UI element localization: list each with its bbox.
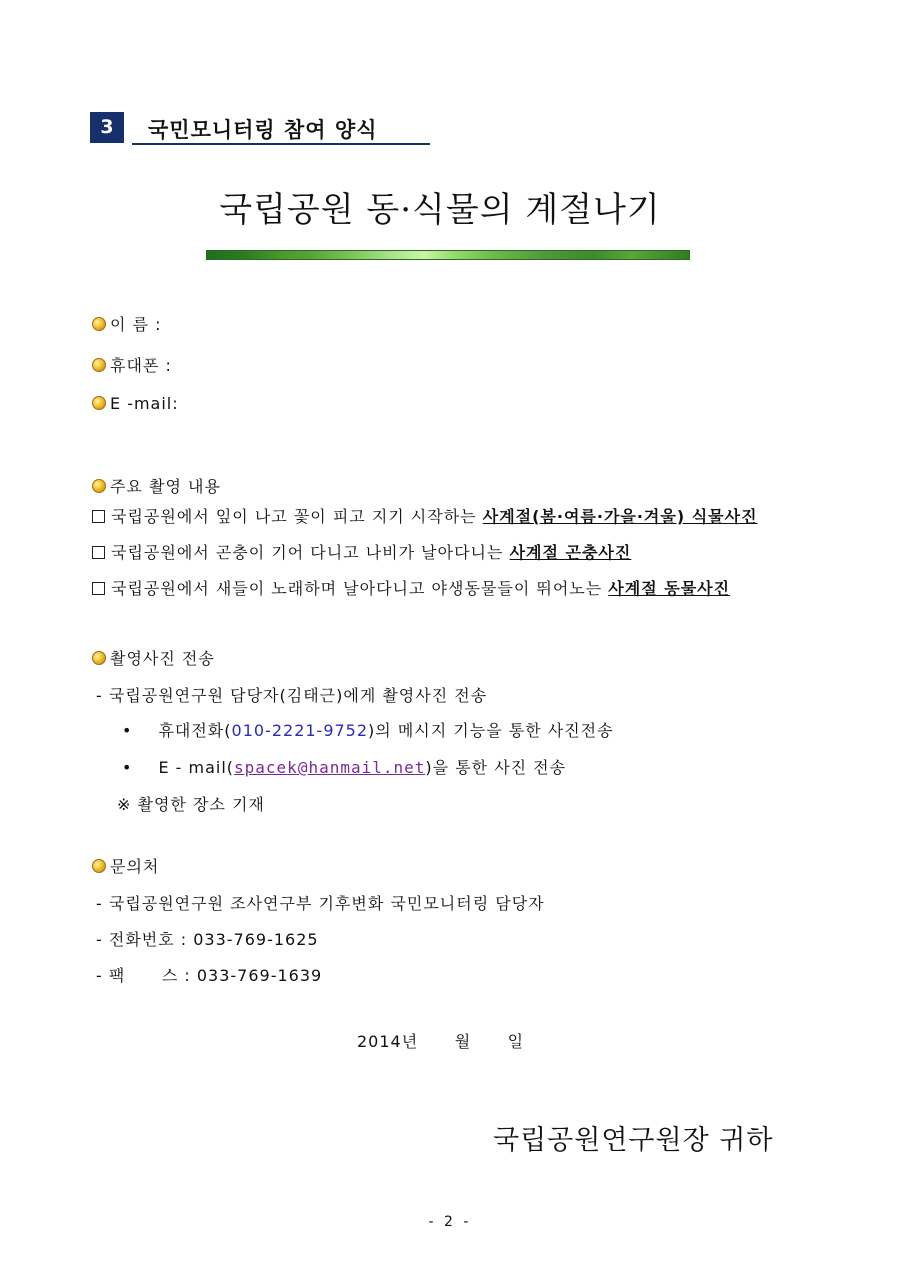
transfer-heading-label: 촬영사진 전송	[110, 649, 215, 668]
title-decorative-bar	[206, 250, 690, 260]
shooting-item-emphasis: 사계절 곤충사진	[509, 543, 632, 562]
email-suffix: )을 통한 사진 전송	[425, 758, 567, 777]
date-line: 2014년 월 일	[357, 1032, 525, 1051]
checkbox-icon	[92, 582, 105, 595]
name-field	[92, 312, 161, 335]
bullet-dot: •	[122, 758, 133, 777]
bullet-icon	[92, 396, 106, 410]
phone-field	[92, 353, 172, 376]
phone-label: 휴대폰 :	[110, 356, 172, 375]
signature: 국립공원연구원장 귀하	[493, 1125, 774, 1156]
email-label: E -mail:	[110, 394, 179, 413]
contact-heading-label: 문의처	[110, 857, 160, 876]
bullet-icon	[92, 651, 106, 665]
section-title: 국민모니터링 참여 양식	[148, 118, 378, 142]
bullet-icon	[92, 479, 106, 493]
section-number-badge: 3	[90, 112, 124, 143]
shooting-item	[92, 576, 730, 599]
email-link[interactable]: spacek@hanmail.net	[234, 758, 426, 777]
bullet-icon	[92, 859, 106, 873]
page-title: 국립공원 동·식물의 계절나기	[219, 190, 661, 230]
bullet-icon	[92, 358, 106, 372]
shooting-heading	[92, 474, 221, 497]
transfer-phone-line	[122, 718, 614, 741]
email-field	[92, 394, 179, 413]
bullet-dot: •	[122, 721, 133, 740]
shooting-item-text: 국립공원에서 잎이 나고 꽃이 피고 지기 시작하는	[111, 507, 483, 526]
phone-suffix: )의 메시지 기능을 통한 사진전송	[368, 721, 614, 740]
bullet-icon	[92, 317, 106, 331]
transfer-email-line	[122, 755, 566, 778]
phone-prefix: 휴대전화(	[158, 721, 232, 740]
shooting-item	[92, 504, 758, 527]
transfer-note: ※ 촬영한 장소 기재	[117, 795, 265, 814]
shooting-item-text: 국립공원에서 곤충이 기어 다니고 나비가 날아다니는	[111, 543, 510, 562]
shooting-item-emphasis: 사계절 동물사진	[608, 579, 731, 598]
shooting-item-emphasis: 사계절(봄·여름·가을·겨울) 식물사진	[482, 507, 758, 526]
transfer-line: - 국립공원연구원 담당자(김태근)에게 촬영사진 전송	[96, 686, 488, 705]
shooting-item-text: 국립공원에서 새들이 노래하며 날아다니고 야생동물들이 뛰어노는	[111, 579, 609, 598]
checkbox-icon	[92, 546, 105, 559]
contact-line: - 국립공원연구원 조사연구부 기후변화 국민모니터링 담당자	[96, 894, 545, 913]
shooting-heading-label: 주요 촬영 내용	[110, 477, 221, 496]
shooting-item	[92, 540, 631, 563]
contact-line: - 전화번호 : 033-769-1625	[96, 930, 319, 949]
contact-line: - 팩 스 : 033-769-1639	[96, 966, 323, 985]
transfer-heading	[92, 646, 215, 669]
phone-number: 010-2221-9752	[231, 721, 369, 740]
contact-heading	[92, 854, 159, 877]
checkbox-icon	[92, 510, 105, 523]
email-prefix: E - mail(	[158, 758, 235, 777]
name-label: 이 름 :	[110, 315, 162, 334]
section-underline	[132, 143, 430, 145]
page-number: - 2 -	[428, 1214, 472, 1230]
